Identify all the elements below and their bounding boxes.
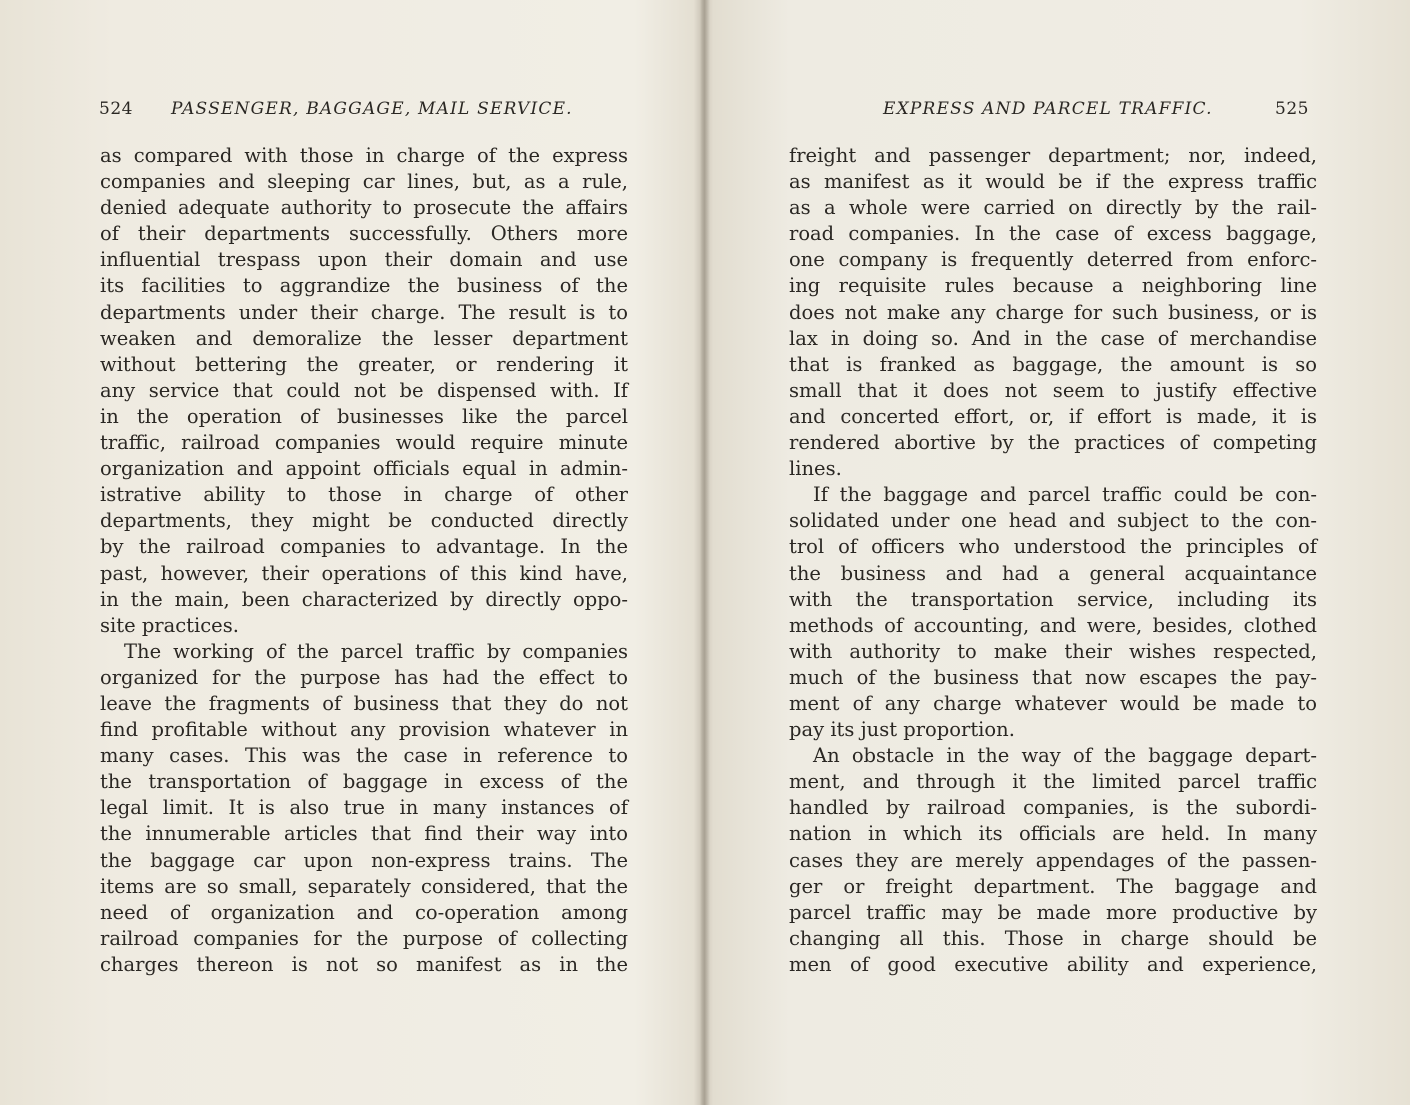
text-line: find profitable without any provision whatever in bbox=[100, 718, 628, 742]
paragraph-first-line: The working of the parcel traffic by companies bbox=[124, 639, 628, 663]
text-line: road companies. In the case of excess baggage, bbox=[789, 222, 1317, 246]
text-line: railroad companies for the purpose of collecting bbox=[100, 926, 628, 950]
text-line: as manifest as it would be if the express traffic bbox=[789, 170, 1317, 194]
text-line: nation in which its officials are held. In many bbox=[789, 822, 1317, 846]
text-line: any service that could not be dispensed with. If bbox=[100, 378, 628, 402]
text-line: much of the business that now escapes the pay- bbox=[789, 665, 1317, 689]
text-line: the innumerable articles that find their way into bbox=[100, 822, 628, 846]
text-line: ment of any charge whatever would be made to bbox=[789, 691, 1317, 715]
text-line: organized for the purpose has had the effect to bbox=[100, 665, 628, 689]
text-line: in the operation of businesses like the parcel bbox=[100, 404, 628, 428]
text-line: methods of accounting, and were, besides, clothed bbox=[789, 613, 1317, 637]
text-line: items are so small, separately considered, that the bbox=[100, 874, 628, 898]
text-line: traffic, railroad companies would require minute bbox=[100, 431, 628, 455]
text-line: cases they are merely appendages of the passen- bbox=[789, 848, 1317, 872]
text-line: many cases. This was the case in reference to bbox=[100, 744, 628, 768]
text-line: the transportation of baggage in excess of the bbox=[100, 770, 628, 794]
text-line: departments, they might be conducted directly bbox=[100, 509, 628, 533]
text-line: past, however, their operations of this kind have, bbox=[100, 561, 628, 585]
left-page-body bbox=[100, 143, 628, 978]
text-line: trol of officers who understood the principles of bbox=[789, 535, 1317, 559]
text-line: ing requisite rules because a neighboring line bbox=[789, 274, 1317, 298]
text-line: as a whole were carried on directly by the rail- bbox=[789, 196, 1317, 220]
text-line: small that it does not seem to justify effective bbox=[789, 378, 1317, 402]
text-line: need of organization and co-operation among bbox=[100, 900, 628, 924]
text-line: of their departments successfully. Others more bbox=[100, 222, 628, 246]
right-page bbox=[707, 0, 1410, 1105]
left-running-head: PASSENGER, BAGGAGE, MAIL SERVICE. bbox=[171, 99, 573, 119]
text-line: leave the fragments of business that they do not bbox=[100, 691, 628, 715]
text-line: handled by railroad companies, is the subordi- bbox=[789, 796, 1317, 820]
text-line: charges thereon is not so manifest as in the bbox=[100, 952, 628, 976]
text-line: one company is frequently deterred from enforc- bbox=[789, 248, 1317, 272]
text-line: ger or freight department. The baggage and bbox=[789, 874, 1317, 898]
text-line: by the railroad companies to advantage. In the bbox=[100, 535, 628, 559]
text-line: as compared with those in charge of the express bbox=[100, 144, 628, 167]
text-line: does not make any charge for such business, or is bbox=[789, 300, 1317, 324]
text-line: that is franked as baggage, the amount is so bbox=[789, 352, 1317, 376]
text-line: influential trespass upon their domain and use bbox=[100, 248, 628, 272]
text-line: weaken and demoralize the lesser department bbox=[100, 326, 628, 350]
text-line: with authority to make their wishes respected, bbox=[789, 639, 1317, 663]
text-line: the business and had a general acquaintance bbox=[789, 561, 1317, 585]
text-line: istrative ability to those in charge of other bbox=[100, 483, 628, 507]
text-line: the baggage car upon non-express trains. The bbox=[100, 848, 628, 872]
text-line: departments under their charge. The result is to bbox=[100, 300, 628, 324]
text-line: freight and passenger department; nor, indeed, bbox=[789, 144, 1317, 167]
paragraph-first-line: An obstacle in the way of the baggage depart- bbox=[813, 744, 1317, 768]
right-page-number: 525 bbox=[1275, 99, 1309, 119]
text-line: companies and sleeping car lines, but, as a rule, bbox=[100, 170, 628, 194]
text-line: pay its just proportion. bbox=[789, 718, 1015, 742]
text-line: legal limit. It is also true in many instances of bbox=[100, 796, 628, 820]
text-line: its facilities to aggrandize the business of the bbox=[100, 274, 628, 298]
text-line: site practices. bbox=[100, 613, 239, 637]
text-line: changing all this. Those in charge should be bbox=[789, 926, 1317, 950]
text-line: solidated under one head and subject to the con- bbox=[789, 509, 1317, 533]
right-page-body bbox=[789, 143, 1317, 978]
text-line: denied adequate authority to prosecute the affairs bbox=[100, 196, 628, 220]
left-page-number: 524 bbox=[99, 99, 133, 119]
text-line: with the transportation service, including its bbox=[789, 587, 1317, 611]
text-line: lines. bbox=[789, 457, 842, 481]
text-line: without bettering the greater, or rendering it bbox=[100, 352, 628, 376]
paragraph-first-line: If the baggage and parcel traffic could be con- bbox=[813, 483, 1317, 507]
text-line: parcel traffic may be made more productive by bbox=[789, 900, 1317, 924]
left-page bbox=[0, 0, 703, 1105]
text-line: in the main, been characterized by directly oppo- bbox=[100, 587, 628, 611]
text-line: ment, and through it the limited parcel traffic bbox=[789, 770, 1317, 794]
text-line: rendered abortive by the practices of competing bbox=[789, 431, 1317, 455]
right-running-head: EXPRESS AND PARCEL TRAFFIC. bbox=[883, 99, 1213, 119]
text-line: organization and appoint officials equal in admin- bbox=[100, 457, 628, 481]
text-line: men of good executive ability and experience, bbox=[789, 952, 1317, 976]
text-line: and concerted effort, or, if effort is made, it is bbox=[789, 404, 1317, 428]
text-line: lax in doing so. And in the case of merchandise bbox=[789, 326, 1317, 350]
